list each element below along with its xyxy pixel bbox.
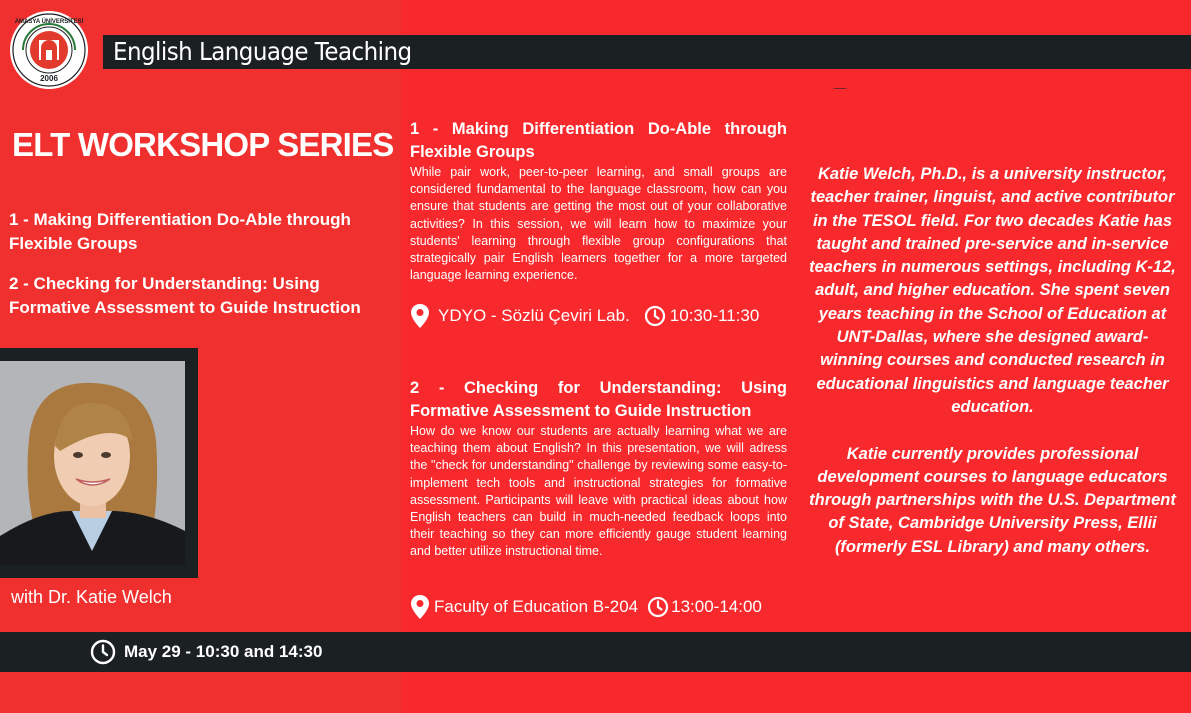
clock-icon xyxy=(647,596,669,618)
header-title: English Language Teaching xyxy=(113,37,412,66)
clock-icon xyxy=(90,639,116,665)
session-2-description: How do we know our students are actually learning what we are teaching them about English? In this presentation, we will adress the "check for understanding" challenge by reviewing some easy-to-implement tech tools and instructional strategies for formative assessment. Participants will leave with practical ideas about how English teachers can build in much-needed feedback loops into their teaching so they can more efficiently gauge student learning and better utilize instructional time. xyxy=(410,424,787,559)
session-1-details xyxy=(410,303,759,329)
event-date xyxy=(90,632,322,672)
location-pin-icon xyxy=(410,594,430,620)
session-2-time: 13:00-14:00 xyxy=(671,597,762,616)
divider-mark xyxy=(834,88,846,89)
location-pin-icon xyxy=(410,303,430,329)
speaker-portrait xyxy=(0,361,185,565)
bio-paragraph-1: Katie Welch, Ph.D., is a university instructor, teacher trainer, linguist, and active contributor in the TESOL field. For two decades Katie has taught and trained pre-service and in-service teachers in numerous settings, including K-12, adult, and higher education. She spent seven years teaching in the School of Education at UNT-Dallas, where she designed award-winning courses and conducted research in educational linguistics and language teacher education. xyxy=(809,165,1176,416)
session-1-time: 10:30-11:30 xyxy=(669,306,760,325)
university-logo xyxy=(9,10,89,90)
session-1-description: While pair work, peer-to-peer learning, and small groups are considered fundamental to the language classroom, how can you ensure that students are getting the most out of your collaborative activities? In this session, we will learn how to maximize your students' learning through flexible group configurations that strategically pair English learners together for a more targeted language learning experience. xyxy=(410,165,787,283)
series-title: ELT WORKSHOP SERIES xyxy=(12,126,394,163)
session-2-location: Faculty of Education B-204 xyxy=(434,597,639,616)
session-1-title: 1 - Making Differentiation Do-Able through Flexible Groups xyxy=(410,120,787,161)
event-date-text: May 29 - 10:30 and 14:30 xyxy=(124,642,323,661)
speaker-label: with Dr. Katie Welch xyxy=(11,587,172,607)
speaker-photo-frame xyxy=(0,348,198,578)
session-2-title: 2 - Checking for Understanding: Using Formative Assessment to Guide Instruction xyxy=(410,379,787,420)
session-2-details xyxy=(410,594,762,620)
logo-text: AMASYA ÜNİVERSİTESİ xyxy=(14,19,84,25)
speaker-bio xyxy=(806,163,1179,582)
logo-year: 2006 xyxy=(40,74,58,83)
topic-2: 2 - Checking for Understanding: Using Formative Assessment to Guide Instruction xyxy=(9,274,361,317)
session-1 xyxy=(410,118,787,284)
bio-paragraph-2: Katie currently provides professional development courses to language educators through partnerships with the U.S. Department of State, Cambridge University Press, Ellii (formerly ESL Library) and many others. xyxy=(809,444,1176,556)
session-1-location: YDYO - Sözlü Çeviri Lab. xyxy=(438,306,630,325)
header-bar xyxy=(103,35,1191,69)
clock-icon xyxy=(644,305,666,327)
footer-bar xyxy=(0,632,1191,672)
topic-1: 1 - Making Differentiation Do-Able through Flexible Groups xyxy=(9,210,351,253)
session-2 xyxy=(410,377,787,561)
speaker-photo xyxy=(0,361,185,565)
